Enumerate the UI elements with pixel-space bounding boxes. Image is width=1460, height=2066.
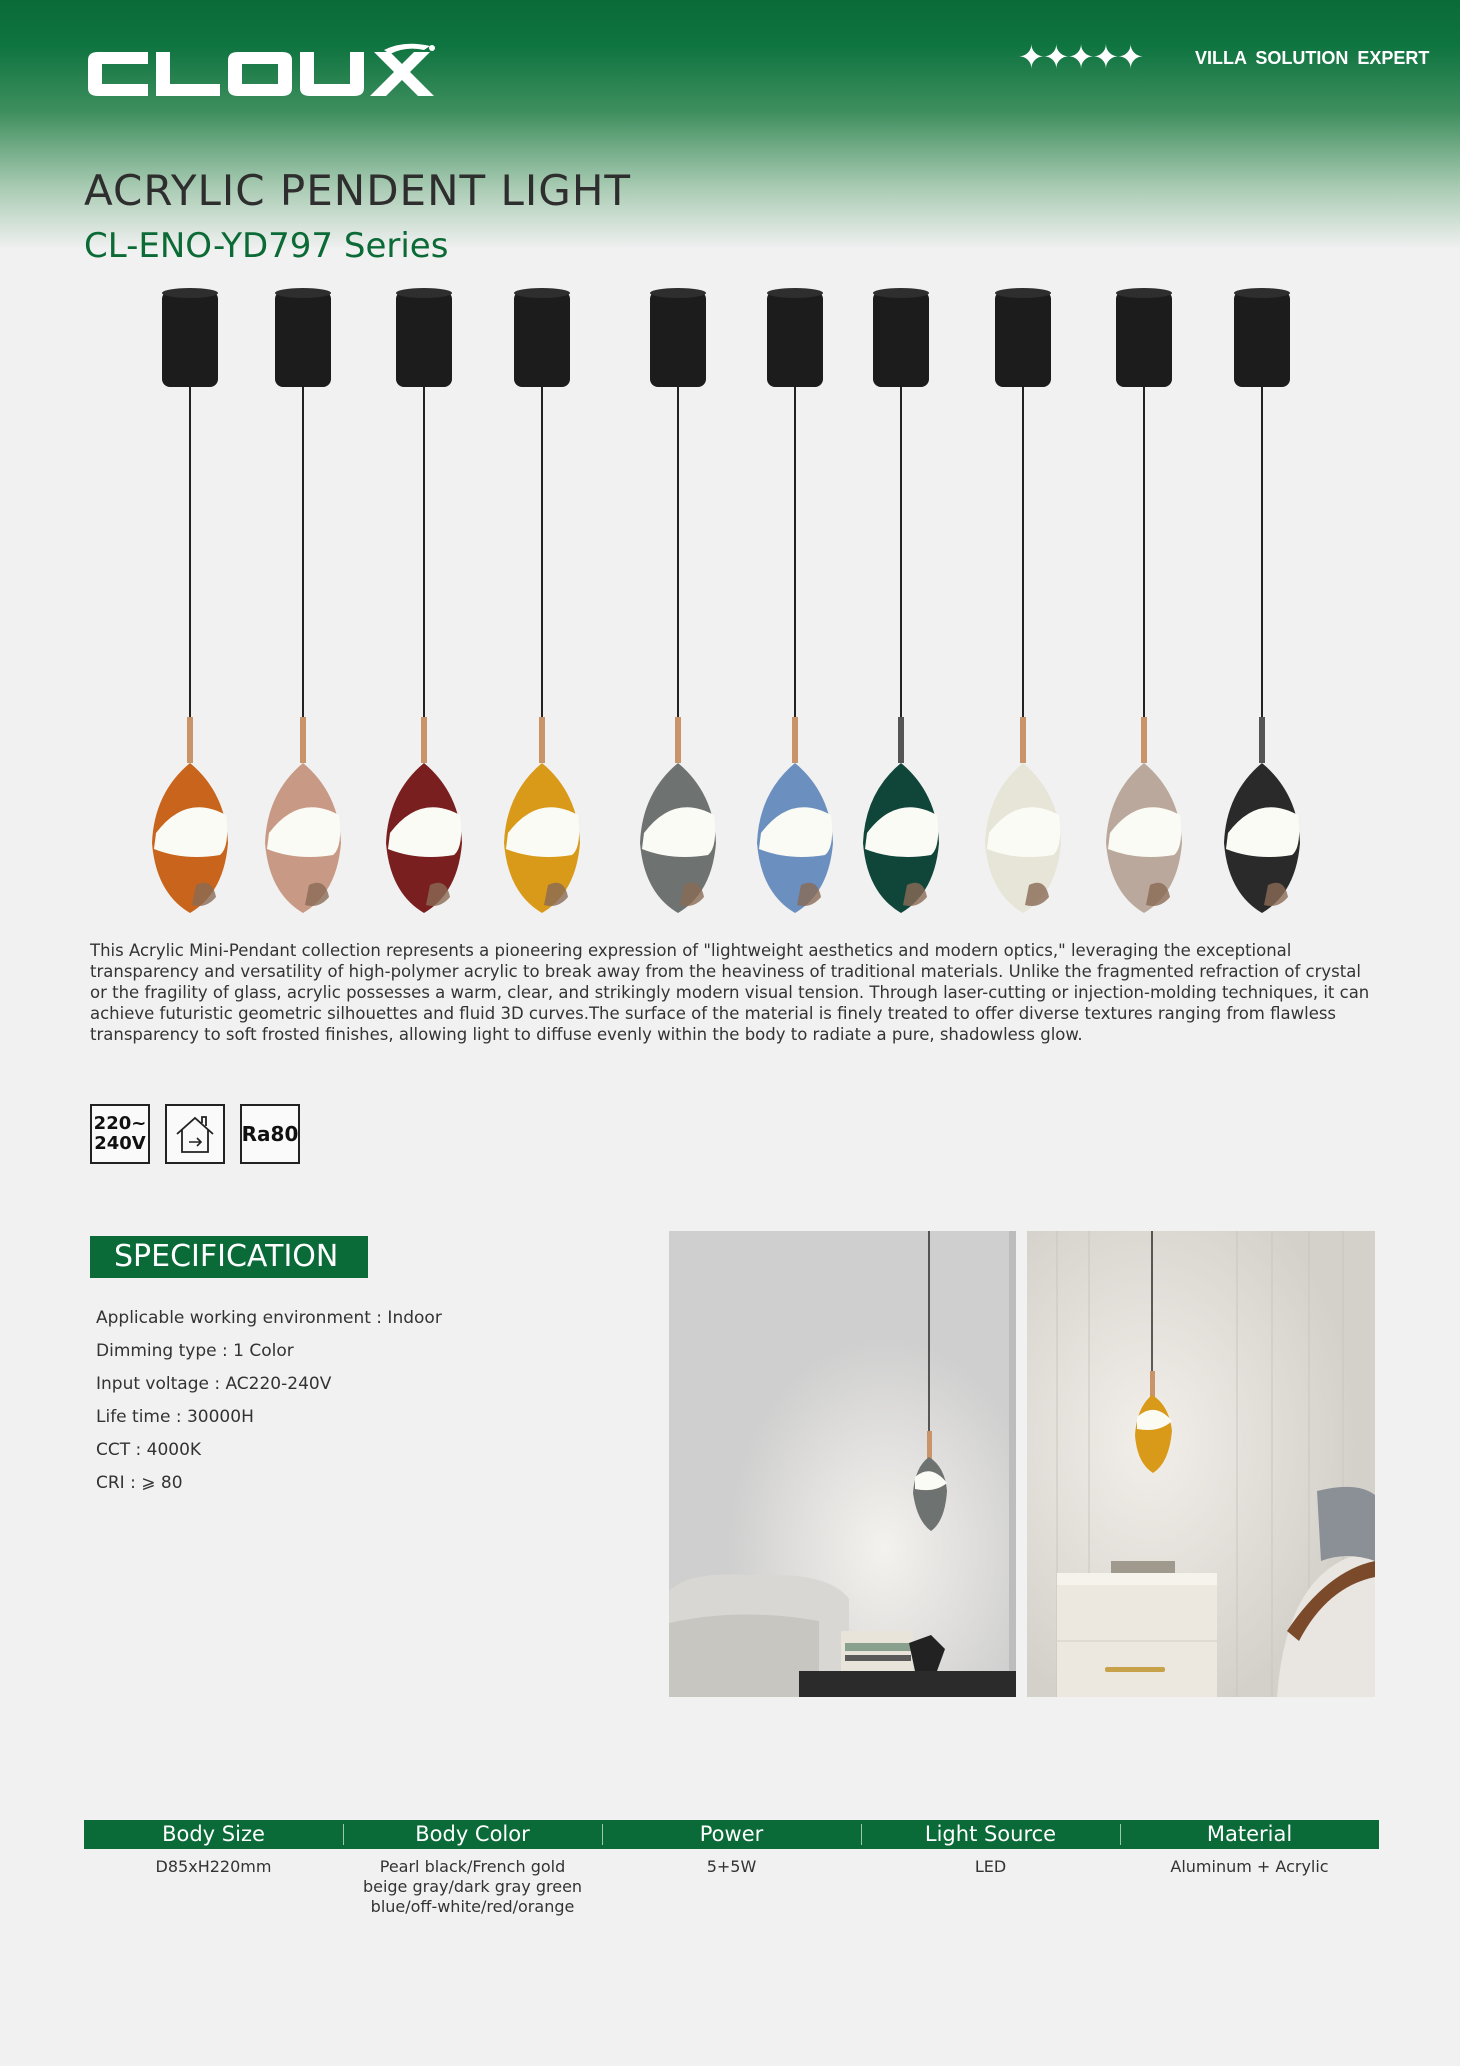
room-photo-bedroom xyxy=(1027,1231,1375,1697)
rating-stars: ✦✦✦✦✦ xyxy=(1018,38,1143,76)
house-icon xyxy=(171,1112,219,1156)
table-cell: Pearl black/French gold beige gray/dark gray green blue/off-white/red/orange xyxy=(362,1857,583,1916)
pendant-lamp-red xyxy=(386,288,462,913)
spec-item: CRI : ⩾ 80 xyxy=(96,1473,183,1493)
table-cell: D85xH220mm xyxy=(155,1857,272,1876)
pendant-lamp-dark-gray xyxy=(640,288,716,913)
pendant-lamp-black xyxy=(1224,288,1300,913)
table-cell: LED xyxy=(974,1857,1007,1876)
spec-table xyxy=(84,1820,1379,1917)
table-header-cell: Body Color xyxy=(343,1820,602,1849)
table-header-cell: Material xyxy=(1120,1820,1379,1849)
cri-badge: Ra80 xyxy=(240,1104,300,1164)
product-title: ACRYLIC PENDENT LIGHT xyxy=(84,166,632,215)
voltage-badge: 220~ 240V xyxy=(90,1104,150,1164)
spec-table-header xyxy=(84,1820,1379,1849)
pendant-lineup xyxy=(0,285,1460,925)
pendant-lamp-yellow xyxy=(504,288,580,913)
pendant-lamp-blue xyxy=(757,288,833,913)
indoor-house-icon xyxy=(165,1104,225,1164)
specification-heading: SPECIFICATION xyxy=(90,1236,368,1278)
product-description: This Acrylic Mini-Pendant collection represents a pioneering expression of "lightweight aesthetics and modern optics," leveraging the exceptional transparency and versatility of high-polymer acrylic to break away from the heaviness of traditional materials. Unlike the fragmented refraction of crystal or the fragility of glass, acrylic possesses a warm, clear, and strikingly modern visual tension. Through laser-cutting or injection-molding techniques, it can achieve futuristic geometric silhouettes and fluid 3D curves.The surface of the material is finely treated to offer diverse textures ranging from flawless transparency to soft frosted finishes, allowing light to diffuse evenly within the body to radiate a pure, shadowless glow. xyxy=(90,941,1370,1044)
pendant-lamp-rose-gold xyxy=(265,288,341,913)
spec-item: CCT : 4000K xyxy=(96,1440,202,1460)
table-cell: 5+5W xyxy=(706,1857,757,1876)
pendant-lamp-orange xyxy=(152,288,228,913)
spec-item: Applicable working environment : Indoor xyxy=(96,1308,442,1328)
room-photo-living xyxy=(669,1231,1016,1697)
product-series: CL-ENO-YD797 Series xyxy=(84,226,449,266)
spec-item: Life time : 30000H xyxy=(96,1407,254,1427)
pendant-lamp-beige-gray xyxy=(1106,288,1182,913)
specification-list xyxy=(96,1302,442,1500)
pendant-lamp-off-white xyxy=(985,288,1061,913)
brand-logo xyxy=(84,42,440,106)
pendant-lamp-green xyxy=(863,288,939,913)
table-header-cell: Power xyxy=(602,1820,861,1849)
tagline: VILLA SOLUTION EXPERT xyxy=(1195,48,1430,68)
spec-table-row xyxy=(84,1849,1379,1917)
spec-item: Input voltage : AC220-240V xyxy=(96,1374,332,1394)
table-header-cell: Body Size xyxy=(162,1822,265,1846)
table-header-cell: Light Source xyxy=(861,1820,1120,1849)
table-cell: Aluminum + Acrylic xyxy=(1170,1857,1329,1876)
spec-item: Dimming type : 1 Color xyxy=(96,1341,294,1361)
